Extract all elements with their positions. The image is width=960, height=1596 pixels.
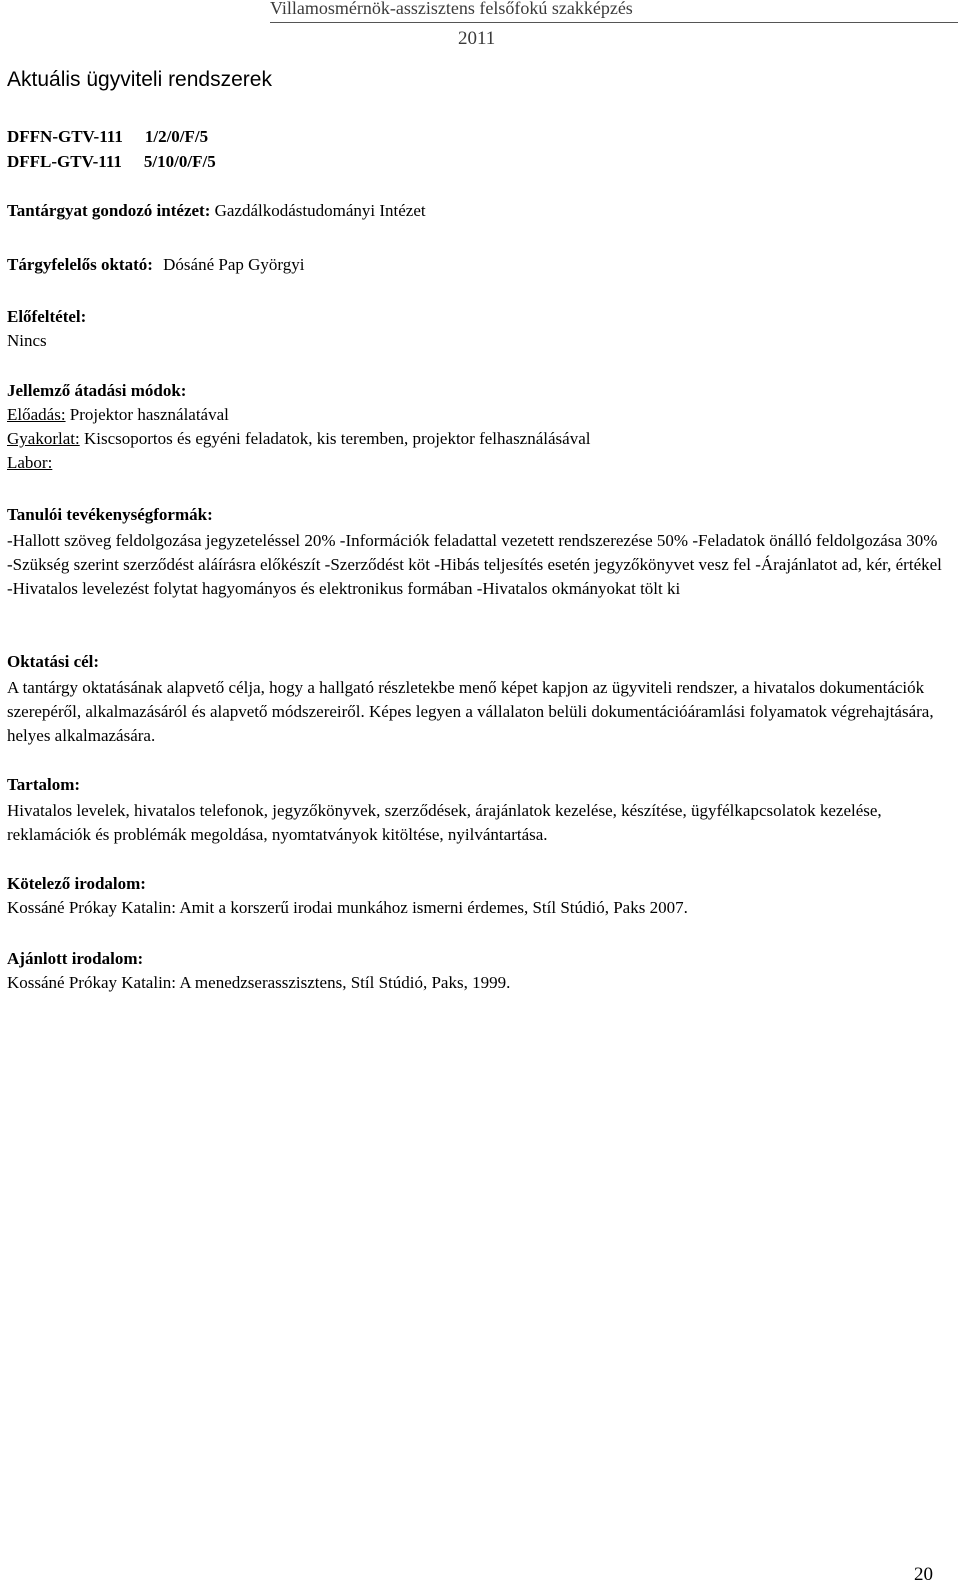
- content-text: Hivatalos levelek, hivatalos telefonok, jegyzőkönyvek, szerződések, árajánlatok kezelése, készítése, ügyfélkapcsolatok kezelése, reklamációk és problémák megoldása, nyomtatványok kitöltése, nyilvántartása.: [7, 801, 882, 844]
- course-title: Aktuális ügyviteli rendszerek: [7, 68, 272, 91]
- delivery-item-label: Labor:: [7, 453, 53, 472]
- recommended-reading-label: Ajánlott irodalom:: [7, 949, 144, 968]
- institute-row: [7, 201, 426, 221]
- delivery-item-label: Gyakorlat:: [7, 429, 80, 448]
- goal-label: Oktatási cél:: [7, 652, 100, 671]
- course-code: DFFN-GTV-111: [7, 127, 123, 146]
- instructor-value: Dósáné Pap Györgyi: [163, 255, 305, 274]
- institute-label: Tantárgyat gondozó intézet:: [7, 201, 211, 220]
- running-header-title: Villamosmérnök-asszisztens felsőfokú szakképzés: [270, 0, 633, 18]
- recommended-reading-text: Kossáné Prókay Katalin: A menedzserasszisztens, Stíl Stúdió, Paks, 1999.: [7, 973, 511, 992]
- course-code-value: 1/2/0/F/5: [144, 127, 209, 146]
- course-code-row: [7, 127, 208, 147]
- delivery-item: [7, 405, 229, 425]
- activities-label: Tanulói tevékenységformák:: [7, 505, 213, 524]
- goal-text: A tantárgy oktatásának alapvető célja, hogy a hallgató részletekbe menő képet kapjon az ügyviteli rendszer, a hivatalos dokumentációk szerepéről, alkalmazásáról és alapvető módszereiről. Képes legyen a vállalaton belüli dokumentációáramlási folyamatok végrehajtására, helyes alkalmazására.: [7, 678, 934, 745]
- required-reading-label: Kötelező irodalom:: [7, 874, 146, 893]
- prerequisite-value: Nincs: [7, 331, 47, 350]
- activities-text: -Hallott szöveg feldolgozása jegyzeteléssel 20% -Információk feladattal vezetett rendszerezése 50% -Feladatok önálló feldolgozása 30% -Szükség szerint szerződést aláírásra előkészít -Szerződést köt -Hibás teljesítés esetén jegyzőkönyvet vesz fel -Árajánlatot ad, kér, értékel -Hivatalos levelezést folytat hagyományos és elektronikus formában -Hivatalos okmányokat tölt ki: [7, 531, 942, 598]
- header-divider: [270, 22, 958, 23]
- course-code-value: 5/10/0/F/5: [143, 152, 216, 171]
- delivery-label: Jellemző átadási módok:: [7, 381, 187, 400]
- delivery-item-value: Projektor használatával: [69, 405, 229, 424]
- delivery-item: [7, 429, 590, 449]
- instructor-row: [7, 255, 304, 275]
- delivery-item: [7, 453, 52, 473]
- running-header-year: 2011: [458, 28, 496, 49]
- prerequisite-label: Előfeltétel:: [7, 307, 87, 326]
- institute-value: Gazdálkodástudományi Intézet: [214, 201, 426, 220]
- content-label: Tartalom:: [7, 775, 81, 794]
- required-reading-text: Kossáné Prókay Katalin: Amit a korszerű irodai munkához ismerni érdemes, Stíl Stúdió, Paks 2007.: [7, 898, 688, 917]
- instructor-label: Tárgyfelelős oktató:: [7, 255, 153, 274]
- course-code: DFFL-GTV-111: [7, 152, 122, 171]
- delivery-item-value: Kiscsoportos és egyéni feladatok, kis teremben, projektor felhasználásával: [83, 429, 591, 448]
- delivery-item-label: Előadás:: [7, 405, 66, 424]
- page-number: 20: [914, 1564, 933, 1585]
- course-code-row: [7, 152, 216, 172]
